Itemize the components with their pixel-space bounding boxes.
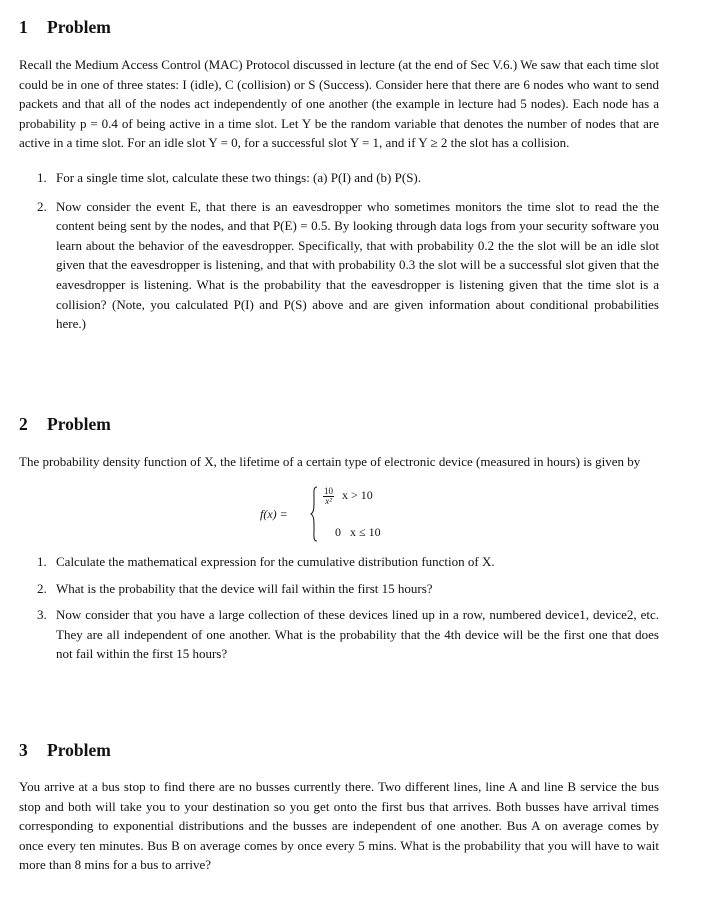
section-1-heading: 1 Problem: [19, 17, 111, 37]
formula-case-2: 0 x ≤ 10: [335, 525, 381, 539]
list-item: 3. Now consider that you have a large collection of these devices lined up in a row, numbered device1, device2, etc. They are all independent of one another. What is the probability that the 4th device will be the first one that does not fail within the first 15 hours?: [37, 607, 659, 662]
section-2-list: [19, 552, 659, 664]
list-item: 2. Now consider the event E, that there is an eavesdropper who sometimes monitors the time slot to read the the content being sent by the nodes, and that P(E) = 0.5. By looking through data logs from your security software you learn about the behavior of the eavesdropper. Specifically, that with probability 0.2 the the slot will be an idle slot given that the eavesdropper is listening, and that with probability 0.3 the slot will be a successful slot given that the eavesdropper is listening. What is the probability that the eavesdropper is listening given that the time slot is a collision? (Note, you calculated P(I) and P(S) above and are given information about conditional probabilities here.): [37, 198, 659, 332]
section-2-heading: 2 Problem: [19, 414, 111, 434]
list-item: 1. For a single time slot, calculate these two things: (a) P(I) and (b) P(S).: [37, 169, 422, 185]
section-2: [19, 413, 659, 472]
list-item: 2. What is the probability that the device will fail within the first 15 hours?: [37, 580, 433, 596]
section-3-intro: You arrive at a bus stop to find there are no busses currently there. Two different lines, line A and line B service the bus stop and both will take you to your destination so you get onto the first bus that arrives. Both busses have arrival times corresponding to exponential distributions and the busses are independent of one another. Bus A on average comes by once every ten minutes. Bus B on average comes by once every 5 mins. What is the probability that you will have to wait more than 8 mins for a bus to arrive?: [19, 779, 659, 873]
list-item: 1. Calculate the mathematical expression for the cumulative distribution function of X.: [37, 554, 495, 569]
section-1-intro: Recall the Medium Access Control (MAC) Protocol discussed in lecture (at the end of Sec V.6.) We saw that each time slot could be in one of three states: I (idle), C (collision) or S (Success). Consider here that there are 6 nodes who want to send packets and that all of the nodes act independently of one another (the example in lecture had 5 nodes). Each node has a probability p = 0.4 of being active in a time slot. Let Y be the random variable that denotes the number of nodes that are active in a time slot. For an idle slot Y = 0, for a successful slot Y = 1, and if Y ≥ 2 the slot has a collision.: [19, 57, 659, 151]
section-1: [19, 16, 659, 334]
formula-lhs: f(x) =: [260, 507, 288, 521]
left-brace-icon: [310, 486, 318, 542]
section-3-heading: 3 Problem: [19, 740, 111, 760]
section-1-list: [19, 168, 659, 334]
section-2-intro: The probability density function of X, the lifetime of a certain type of electronic device (measured in hours) is given by: [19, 454, 641, 469]
section-2-questions: [19, 552, 659, 664]
formula-case-1: $\frac{10}{\text{x²}}$ x > 10: [324, 485, 373, 506]
pdf-formula: [260, 486, 420, 544]
section-3: [19, 739, 659, 875]
